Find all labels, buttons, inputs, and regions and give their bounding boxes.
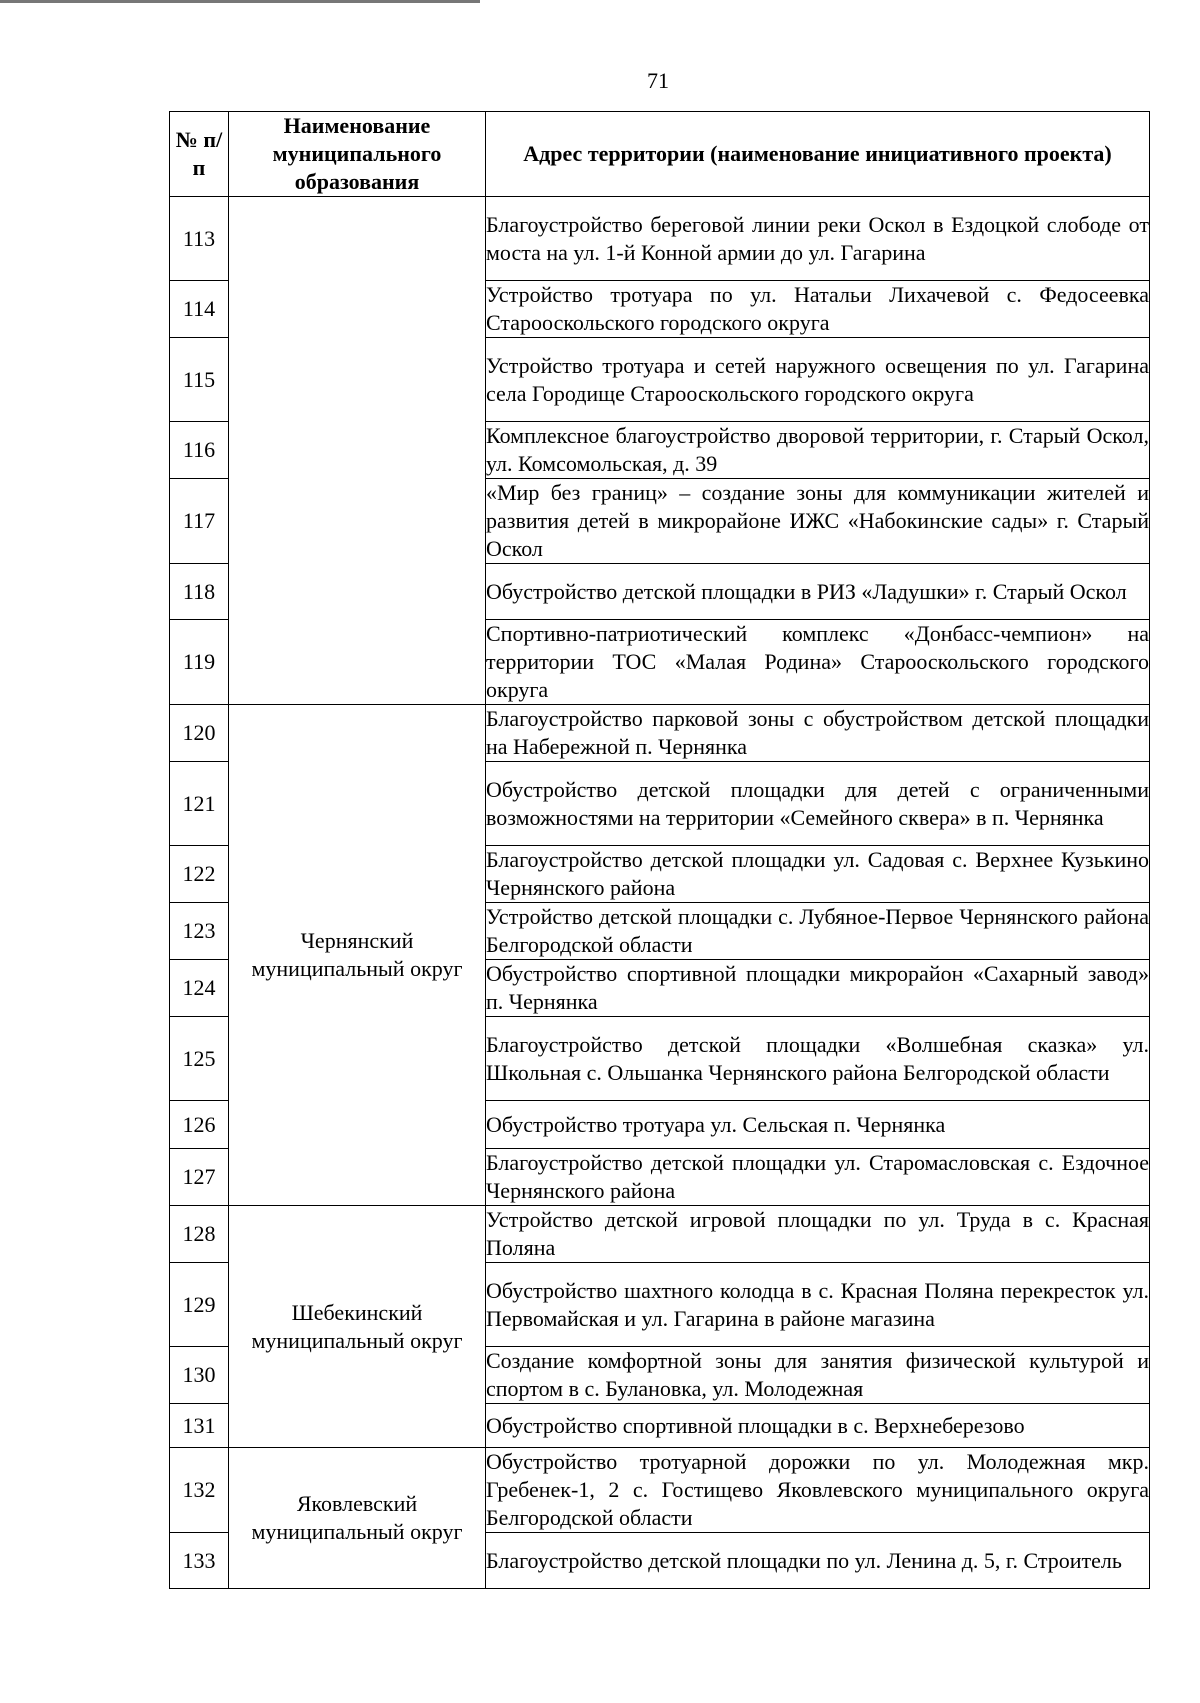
- project-description: Благоустройство детской площадки «Волшебная сказка» ул. Школьная с. Ольшанка Чернянского района Белгородской области: [486, 1017, 1150, 1101]
- row-number: 117: [170, 479, 229, 564]
- project-description: Обустройство спортивной площадки микрорайон «Сахарный завод» п. Чернянка: [486, 960, 1150, 1017]
- row-number: 121: [170, 762, 229, 846]
- project-description: Обустройство тротуара ул. Сельская п. Чернянка: [486, 1101, 1150, 1149]
- project-description: Устройство детской игровой площадки по ул. Труда в с. Красная Поляна: [486, 1206, 1150, 1263]
- project-description: «Мир без границ» – создание зоны для коммуникации жителей и развития детей в микрорайоне ИЖС «Набокинские сады» г. Старый Оскол: [486, 479, 1150, 564]
- table-row: [170, 197, 1150, 281]
- row-number: 127: [170, 1149, 229, 1206]
- municipality-name: [229, 197, 486, 705]
- row-number: 124: [170, 960, 229, 1017]
- row-number: 130: [170, 1347, 229, 1404]
- project-description: Устройство тротуара по ул. Натальи Лихачевой с. Федосеевка Старооскольского городского округа: [486, 281, 1150, 338]
- scan-edge-line: [0, 0, 480, 3]
- row-number: 114: [170, 281, 229, 338]
- table-row: [170, 1206, 1150, 1263]
- page-number: 71: [647, 68, 669, 93]
- row-number: 116: [170, 422, 229, 479]
- projects-table: [169, 111, 1150, 1589]
- row-number: 125: [170, 1017, 229, 1101]
- municipality-name: Шебекинский муниципальный округ: [229, 1206, 486, 1448]
- project-description: Обустройство детской площадки для детей с ограниченными возможностями на территории «Семейного сквера» в п. Чернянка: [486, 762, 1150, 846]
- row-number: 129: [170, 1263, 229, 1347]
- project-description: Обустройство детской площадки в РИЗ «Ладушки» г. Старый Оскол: [486, 564, 1150, 620]
- table-row: [170, 1448, 1150, 1533]
- row-number: 119: [170, 620, 229, 705]
- project-description: Благоустройство детской площадки ул. Садовая с. Верхнее Кузькино Чернянского района: [486, 846, 1150, 903]
- municipality-name: Яковлевский муниципальный округ: [229, 1448, 486, 1589]
- project-description: Обустройство шахтного колодца в с. Красная Поляна перекресток ул. Первомайская и ул. Гагарина в районе магазина: [486, 1263, 1150, 1347]
- row-number: 118: [170, 564, 229, 620]
- project-description: Создание комфортной зоны для занятия физической культурой и спортом в с. Булановка, ул. Молодежная: [486, 1347, 1150, 1404]
- municipality-name: Чернянский муниципальный округ: [229, 705, 486, 1206]
- row-number: 131: [170, 1404, 229, 1448]
- row-number: 123: [170, 903, 229, 960]
- table-row: [170, 705, 1150, 762]
- header-number: № п/п: [170, 112, 229, 197]
- project-description: Благоустройство парковой зоны с обустройством детской площадки на Набережной п. Чернянка: [486, 705, 1150, 762]
- row-number: 132: [170, 1448, 229, 1533]
- row-number: 133: [170, 1533, 229, 1589]
- project-description: Устройство тротуара и сетей наружного освещения по ул. Гагарина села Городище Старооскольского городского округа: [486, 338, 1150, 422]
- row-number: 126: [170, 1101, 229, 1149]
- row-number: 115: [170, 338, 229, 422]
- header-address: Адрес территории (наименование инициативного проекта): [486, 112, 1150, 197]
- project-description: Устройство детской площадки с. Лубяное-Первое Чернянского района Белгородской области: [486, 903, 1150, 960]
- project-description: Благоустройство детской площадки по ул. Ленина д. 5, г. Строитель: [486, 1533, 1150, 1589]
- table-header-row: [170, 112, 1150, 197]
- project-description: Благоустройство береговой линии реки Оскол в Ездоцкой слободе от моста на ул. 1-й Конной армии до ул. Гагарина: [486, 197, 1150, 281]
- row-number: 128: [170, 1206, 229, 1263]
- row-number: 120: [170, 705, 229, 762]
- project-description: Комплексное благоустройство дворовой территории, г. Старый Оскол, ул. Комсомольская, д. 39: [486, 422, 1150, 479]
- project-description: Обустройство спортивной площадки в с. Верхнеберезово: [486, 1404, 1150, 1448]
- project-description: Благоустройство детской площадки ул. Старомасловская с. Ездочное Чернянского района: [486, 1149, 1150, 1206]
- header-municipality: Наименование муниципального образования: [229, 112, 486, 197]
- row-number: 122: [170, 846, 229, 903]
- row-number: 113: [170, 197, 229, 281]
- project-description: Спортивно-патриотический комплекс «Донбасс-чемпион» на территории ТОС «Малая Родина» Старооскольского городского округа: [486, 620, 1150, 705]
- table-body: [170, 197, 1150, 1589]
- project-description: Обустройство тротуарной дорожки по ул. Молодежная мкр. Гребенек-1, 2 с. Гостищево Яковлевского муниципального округа Белгородской области: [486, 1448, 1150, 1533]
